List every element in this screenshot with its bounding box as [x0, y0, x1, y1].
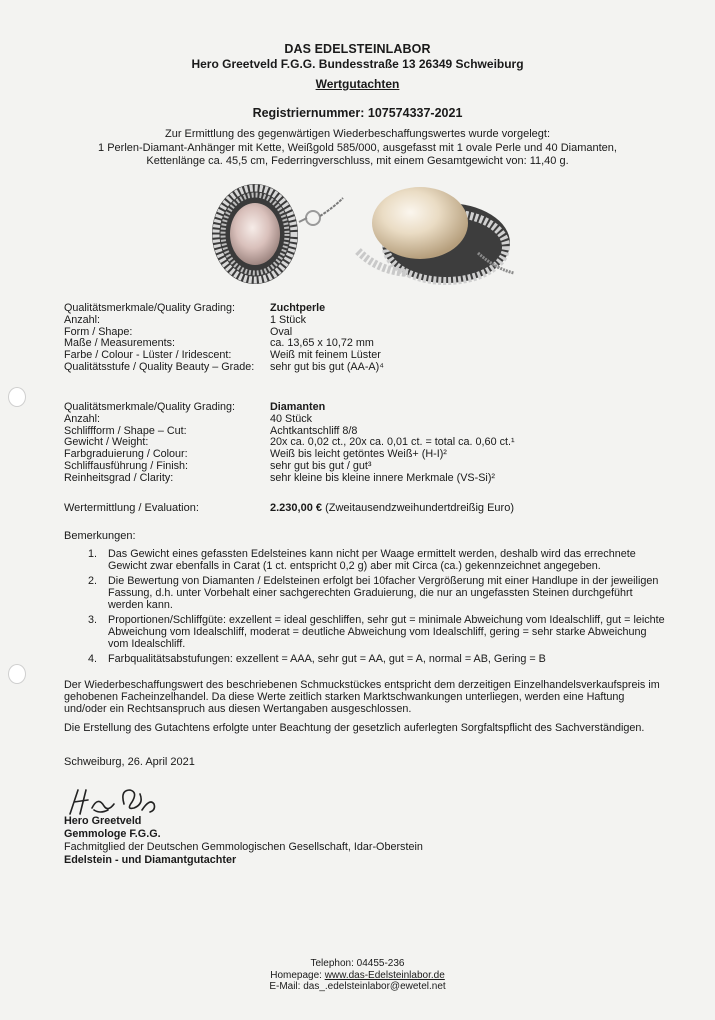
remark-text: Das Gewicht eines gefassten Edelsteines kann nicht per Waage ermittelt werden, deshalb wird das errechnete Gewicht zwar ebenfalls in Carat (1 ct. entspricht 0,2 g) aber mit Circa (ca.) gekennzeichnet angegeben. — [108, 548, 636, 573]
signer-title: Gemmologe F.G.G. — [64, 828, 161, 840]
grading-label: Gewicht / Weight: — [64, 436, 149, 449]
remarks-list — [88, 548, 668, 668]
intro-text — [0, 128, 715, 169]
disclaimer-paragraph: Der Wiederbeschaffungswert des beschriebenen Schmuckstückes entspricht dem derzeitigen Einzelhandelsverkaufspreis im gehobenen Facheinzelhandel. Da diese Werte zeitlich starken Marktschwankungen unterliegen, werden eine Haftung und/oder ein Rechtsanspruch aus diesen Wertangaben ausgeschlossen. — [64, 679, 660, 716]
grading-value: 20x ca. 0,02 ct., 20x ca. 0,01 ct. = total ca. 0,60 ct.¹ — [270, 436, 515, 449]
remark-number: 4. — [88, 653, 98, 666]
grading-label: Qualitätsstufe / Quality Beauty – Grade: — [64, 360, 255, 373]
grading-value: sehr kleine bis kleine innere Merkmale (VS-Si)² — [270, 471, 496, 484]
grading-label: Farbgraduierung / Colour: — [64, 448, 188, 461]
grading-label: Farbe / Colour - Lüster / Iridescent: — [64, 349, 232, 362]
grading-value: 40 Stück — [270, 412, 313, 425]
pearl-pendant-front-photo — [205, 178, 345, 290]
grading-value: Oval — [270, 325, 293, 338]
handwritten-signature — [64, 784, 174, 818]
lab-address: Hero Greetveld F.G.G. Bundesstraße 13 26349 Schweiburg — [191, 57, 524, 71]
intro-line: 1 Perlen-Diamant-Anhänger mit Kette, Weißgold 585/000, ausgefasst mit 1 ovale Perle und 40 Diamanten, — [98, 141, 617, 154]
grading-label: Schliffform / Shape – Cut: — [64, 424, 187, 437]
grading-label: Anzahl: — [64, 412, 101, 425]
remarks-title: Bemerkungen: — [64, 530, 136, 542]
signer-block — [64, 815, 423, 867]
evaluation-label: Wertermittlung / Evaluation: — [64, 502, 199, 514]
remark-text: Proportionen/Schliffgüte: exzellent = ideal geschliffen, sehr gut = minimale Abweichung vom Idealschliff, gut = leichte Abweichung vom Idealschliff, moderat = deutliche Abweichung vom Idealschliff, gering = sehr starke Abweichung vom Idealschliff. — [108, 614, 665, 651]
grading-value: 1 Stück — [270, 313, 307, 326]
remark-item — [88, 653, 668, 665]
evaluation-words: (Zweitausendzweihundertdreißig Euro) — [325, 502, 514, 514]
signer-membership: Fachmitglied der Deutschen Gemmologischen Gesellschaft, Idar-Oberstein — [64, 841, 423, 853]
remark-number: 2. — [88, 574, 98, 587]
homepage-link[interactable]: www.das-Edelsteinlabor.de — [324, 969, 445, 981]
remark-item — [88, 614, 668, 651]
signer-name: Hero Greetveld — [64, 815, 142, 827]
footer-homepage-label: Homepage: — [270, 969, 322, 981]
grading-label: Form / Shape: — [64, 325, 133, 338]
intro-line: Zur Ermittlung des gegenwärtigen Wiederbeschaffungswertes wurde vorgelegt: — [165, 128, 550, 140]
footer-contact — [0, 958, 715, 993]
grading-value: Weiß bis leicht getöntes Weiß+ (H-I)² — [270, 448, 447, 461]
remark-item — [88, 575, 668, 612]
issue-date: Schweiburg, 26. April 2021 — [64, 756, 195, 768]
grading-value: sehr gut bis gut / gut³ — [270, 459, 372, 472]
grading-label: Anzahl: — [64, 313, 101, 326]
evaluation-amount: 2.230,00 € — [270, 502, 322, 514]
grading-label: Schliffausführung / Finish: — [64, 459, 189, 472]
grading-value: Weiß mit feinem Lüster — [270, 349, 381, 362]
grading-value: Zuchtperle — [270, 302, 326, 314]
grading-value: ca. 13,65 x 10,72 mm — [270, 337, 374, 350]
grading-value: Diamanten — [270, 401, 326, 413]
signer-role: Edelstein - und Diamantgutachter — [64, 854, 237, 866]
grading-label: Maße / Measurements: — [64, 337, 176, 350]
evaluation-value — [270, 502, 514, 514]
punch-hole-icon — [8, 664, 26, 684]
footer-homepage-line — [0, 970, 715, 982]
grading-label: Reinheitsgrad / Clarity: — [64, 471, 174, 484]
registration-number: Registriernummer: 107574337-2021 — [252, 106, 463, 120]
grading-value: sehr gut bis gut (AA-A)⁴ — [270, 360, 384, 373]
footer-phone: Telephon: 04455-236 — [310, 958, 405, 969]
lab-name: DAS EDELSTEINLABOR — [284, 42, 431, 56]
care-paragraph: Die Erstellung des Gutachtens erfolgte unter Beachtung der gesetzlich auferlegten Sorgfaltspflicht des Sachverständigen. — [64, 722, 645, 734]
grading-label: Qualitätsmerkmale/Quality Grading: — [64, 302, 236, 314]
punch-hole-icon — [8, 387, 26, 407]
evaluation-row — [64, 502, 664, 514]
footer-email[interactable]: E-Mail: das_.edelsteinlabor@ewetel.net — [269, 981, 446, 992]
remark-number: 3. — [88, 614, 98, 627]
remark-text: Farbqualitätsabstufungen: exzellent = AAA, sehr gut = AA, gut = A, normal = AB, Gering = B — [108, 653, 546, 666]
intro-line: Kettenlänge ca. 45,5 cm, Federringverschluss, mit einem Gesamtgewicht von: 11,40 g. — [146, 155, 569, 167]
grading-label: Qualitätsmerkmale/Quality Grading: — [64, 401, 236, 413]
remark-item — [88, 548, 668, 572]
remark-number: 1. — [88, 548, 98, 560]
document-type: Wertgutachten — [315, 77, 400, 91]
remark-text: Die Bewertung von Diamanten / Edelsteinen erfolgt bei 10facher Vergrößerung mit einer Handlupe in der jeweiligen Fassung, d.h. unter Vorbehalt einer sachgerechten Graduierung, die nur an ungefassten Steinen durchgeführt werden kann. — [108, 574, 659, 612]
pearl-pendant-side-photo — [348, 173, 516, 293]
grading-value: Achtkantschliff 8/8 — [270, 424, 358, 437]
